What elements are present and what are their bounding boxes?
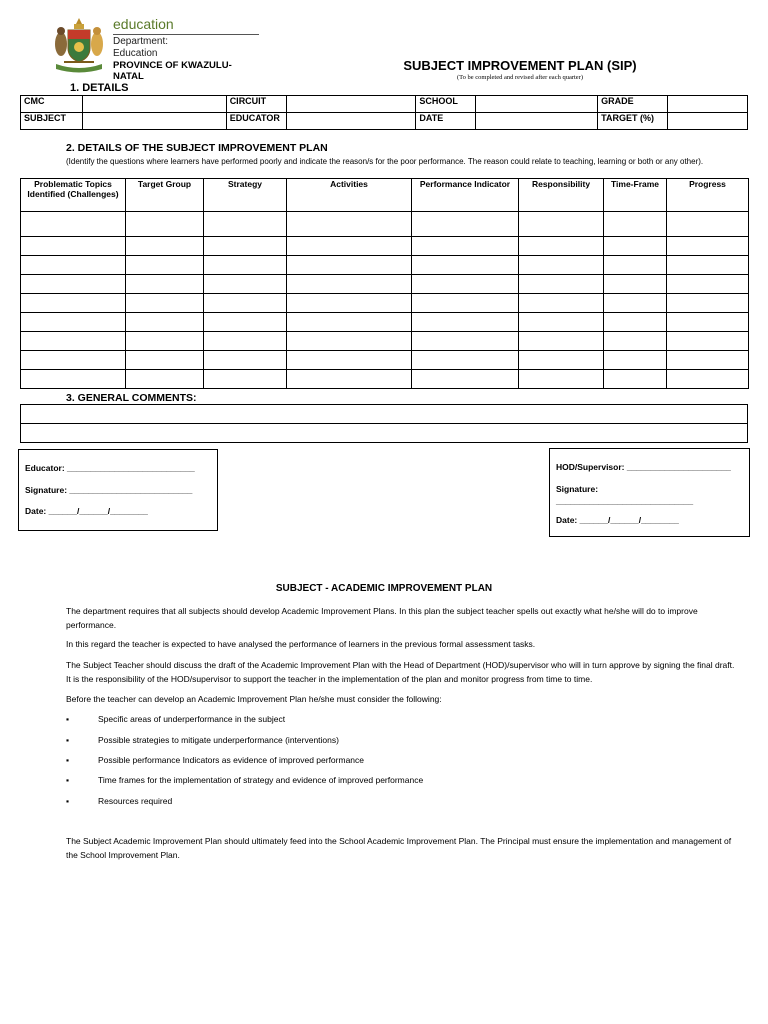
date-label: DATE [416,113,476,130]
bullet-marker: ▪ [66,775,70,785]
plan-row [21,351,749,370]
plan-cell-responsibility[interactable] [519,275,604,294]
plan-cell-topic[interactable] [21,332,126,351]
plan-cell-indicator[interactable] [412,256,519,275]
plan-cell-indicator[interactable] [412,275,519,294]
plan-cell-responsibility[interactable] [519,256,604,275]
plan-section-instructions: (Identify the questions where learners have performed poorly and indicate the reason/s for the poor performance. The reason could relate to teaching, learning or both or any other). [66,157,704,166]
aip-paragraph: In this regard the teacher is expected to have analysed the performance of learners in the previous formal assessment tasks. [66,639,536,649]
plan-cell-strategy[interactable] [204,370,287,389]
plan-cell-target-group[interactable] [126,237,204,256]
plan-cell-progress[interactable] [667,332,749,351]
aip-title: SUBJECT - ACADEMIC IMPROVEMENT PLAN [275,583,493,594]
plan-cell-strategy[interactable] [204,351,287,370]
plan-cell-time-frame[interactable] [604,275,667,294]
date-field[interactable] [476,113,598,130]
plan-cell-indicator[interactable] [412,237,519,256]
plan-cell-activities[interactable] [287,237,412,256]
hod-date-line[interactable]: Date: ______/______/________ [556,515,679,525]
grade-label: GRADE [598,96,668,113]
plan-cell-topic[interactable] [21,351,126,370]
general-comments-table [20,404,748,443]
plan-cell-indicator[interactable] [412,313,519,332]
hod-signature-box [549,448,750,537]
subject-label: SUBJECT [21,113,83,130]
plan-cell-responsibility[interactable] [519,237,604,256]
plan-cell-target-group[interactable] [126,332,204,351]
details-section-title: 1. DETAILS [70,82,129,94]
plan-row [21,370,749,389]
plan-row [21,237,749,256]
plan-cell-time-frame[interactable] [604,256,667,275]
plan-cell-strategy[interactable] [204,313,287,332]
plan-cell-responsibility[interactable] [519,351,604,370]
details-row [21,96,748,113]
plan-cell-strategy[interactable] [204,332,287,351]
plan-cell-target-group[interactable] [126,212,204,237]
plan-cell-progress[interactable] [667,351,749,370]
plan-cell-topic[interactable] [21,313,126,332]
plan-cell-time-frame[interactable] [604,351,667,370]
hod-signature-label: Signature: [556,484,599,494]
target-field[interactable] [668,113,748,130]
plan-cell-progress[interactable] [667,256,749,275]
col-header-problematic-topics: Problematic Topics Identified (Challenges) [21,179,126,212]
school-field[interactable] [476,96,598,113]
plan-cell-topic[interactable] [21,275,126,294]
aip-paragraph: Before the teacher can develop an Academic Improvement Plan he/she must consider the following: [66,694,442,704]
bullet-marker: ▪ [66,735,70,745]
comment-field[interactable] [21,424,748,443]
plan-table-body [21,212,749,389]
plan-cell-strategy[interactable] [204,294,287,313]
plan-row [21,275,749,294]
plan-cell-target-group[interactable] [126,294,204,313]
plan-cell-indicator[interactable] [412,351,519,370]
col-header-performance-indicator: Performance Indicator [412,179,519,212]
page-title: SUBJECT IMPROVEMENT PLAN (SIP) [403,58,637,73]
bullet-marker: ▪ [66,714,70,724]
col-header-time-frame: Time-Frame [604,179,667,212]
plan-cell-time-frame[interactable] [604,332,667,351]
educator-field[interactable] [286,113,416,130]
plan-cell-time-frame[interactable] [604,212,667,237]
plan-header-row [21,179,749,212]
plan-cell-responsibility[interactable] [519,313,604,332]
department-logo [52,14,262,82]
plan-cell-responsibility[interactable] [519,294,604,313]
educator-signature-box [18,449,218,531]
province-name: PROVINCE OF KWAZULU-NATAL [113,60,232,82]
plan-cell-activities[interactable] [287,313,412,332]
bullet-text: Specific areas of underperformance in the subject [98,714,286,724]
plan-cell-time-frame[interactable] [604,294,667,313]
plan-cell-progress[interactable] [667,275,749,294]
plan-cell-indicator[interactable] [412,370,519,389]
plan-row [21,212,749,237]
department-name: Education [113,48,158,59]
plan-cell-strategy[interactable] [204,212,287,237]
bullet-marker: ▪ [66,796,70,806]
plan-cell-activities[interactable] [287,212,412,237]
grade-field[interactable] [668,96,748,113]
plan-cell-progress[interactable] [667,370,749,389]
plan-cell-target-group[interactable] [126,370,204,389]
improvement-plan-table [20,178,749,389]
col-header-responsibility: Responsibility [519,179,604,212]
plan-cell-topic[interactable] [21,237,126,256]
cmc-field[interactable] [82,96,226,113]
comment-row [21,405,748,424]
plan-cell-target-group[interactable] [126,351,204,370]
plan-row [21,313,749,332]
plan-cell-progress[interactable] [667,294,749,313]
plan-cell-strategy[interactable] [204,237,287,256]
plan-cell-time-frame[interactable] [604,237,667,256]
educator-name-line[interactable]: Educator: ___________________________ [25,463,195,473]
plan-cell-strategy[interactable] [204,256,287,275]
plan-cell-topic[interactable] [21,294,126,313]
plan-cell-activities[interactable] [287,332,412,351]
subject-field[interactable] [82,113,226,130]
plan-cell-strategy[interactable] [204,275,287,294]
plan-row [21,332,749,351]
plan-cell-activities[interactable] [287,275,412,294]
plan-cell-topic[interactable] [21,212,126,237]
plan-cell-responsibility[interactable] [519,370,604,389]
kzn-coat-of-arms-icon [52,14,106,74]
bullet-text: Possible performance Indicators as evidence of improved performance [98,755,364,765]
education-wordmark: education [113,16,174,32]
educator-date-line[interactable]: Date: ______/______/________ [25,506,148,516]
circuit-field[interactable] [286,96,416,113]
plan-cell-activities[interactable] [287,370,412,389]
school-label: SCHOOL [416,96,476,113]
bullet-text: Possible strategies to mitigate underperformance (interventions) [98,735,339,745]
comment-row [21,424,748,443]
col-header-activities: Activities [287,179,412,212]
plan-cell-responsibility[interactable] [519,332,604,351]
col-header-strategy: Strategy [204,179,287,212]
plan-cell-progress[interactable] [667,212,749,237]
plan-cell-topic[interactable] [21,256,126,275]
col-header-target-group: Target Group [126,179,204,212]
details-table [20,95,748,130]
bullet-text: Resources required [98,796,173,806]
plan-cell-indicator[interactable] [412,294,519,313]
hod-name-line[interactable]: HOD/Supervisor: ______________________ [556,462,731,472]
plan-section-title: 2. DETAILS OF THE SUBJECT IMPROVEMENT PLAN [66,142,328,154]
bullet-text: Time frames for the implementation of strategy and evidence of improved performance [98,775,424,785]
cmc-label: CMC [21,96,83,113]
comments-section-title: 3. GENERAL COMMENTS: [66,392,197,404]
plan-cell-activities[interactable] [287,351,412,370]
circuit-label: CIRCUIT [226,96,286,113]
col-header-progress: Progress [667,179,749,212]
page-subtitle: (To be completed and revised after each quarter) [456,74,584,81]
aip-closing-paragraph: The Subject Academic Improvement Plan should ultimately feed into the School Academic Improvement Plan. The Principal must ensure the implementation and management of the School Improvement Plan. [66,836,732,860]
plan-cell-activities[interactable] [287,256,412,275]
plan-row [21,256,749,275]
plan-cell-progress[interactable] [667,237,749,256]
plan-cell-target-group[interactable] [126,313,204,332]
wordmark-divider [113,34,259,35]
comment-field[interactable] [21,405,748,424]
plan-cell-time-frame[interactable] [604,370,667,389]
plan-cell-indicator[interactable] [412,332,519,351]
department-label: Department: [113,36,169,47]
plan-cell-topic[interactable] [21,370,126,389]
plan-row [21,294,749,313]
plan-cell-progress[interactable] [667,313,749,332]
plan-cell-time-frame[interactable] [604,313,667,332]
aip-paragraph: The Subject Teacher should discuss the draft of the Academic Improvement Plan with the Head of Department (HOD)/supervisor who will in turn approve by signing the final draft. It is the responsibility of the HOD/supervisor to support the teacher in the implementation of the plan and monitor progress from time to time. [66,660,735,684]
educator-signature-line[interactable]: Signature: __________________________ [25,485,193,495]
plan-cell-responsibility[interactable] [519,212,604,237]
plan-cell-target-group[interactable] [126,275,204,294]
target-label: TARGET (%) [598,113,668,130]
plan-cell-indicator[interactable] [412,212,519,237]
aip-paragraph: The department requires that all subjects should develop Academic Improvement Plans. In this plan the subject teacher spells out exactly what he/she will do to improve performance. [66,606,698,630]
bullet-marker: ▪ [66,755,70,765]
plan-cell-activities[interactable] [287,294,412,313]
details-row [21,113,748,130]
plan-cell-target-group[interactable] [126,256,204,275]
educator-label: EDUCATOR [226,113,286,130]
hod-signature-line[interactable]: _____________________________ [556,496,694,506]
